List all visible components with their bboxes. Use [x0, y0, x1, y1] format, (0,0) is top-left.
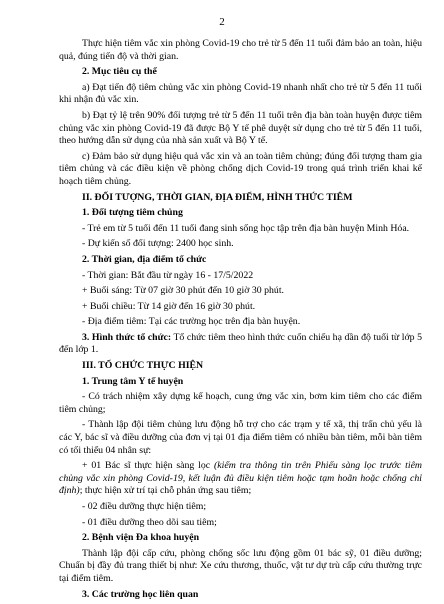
heading-time-place: 2. Thời gian, địa điểm tổ chức [82, 253, 207, 265]
paragraph-emergency-team: Thành lập đội cấp cứu, phòng chống sốc lưu động gồm 01 bác sỹ, 01 điều dưỡng; Chuẩn bị đầy đủ trang thiết bị như: Xe cứu thương, thuốc, vật tư dự trù cấp cứu thường trực tại điểm tiêm. [59, 547, 422, 584]
doctor-text: + 01 Bác sĩ thực hiện sàng lọc [82, 460, 215, 472]
paragraph-mobile-team: - Thành lập đội tiêm chủng lưu động hỗ trợ cho các trạm y tế xã, thị trấn chủ yếu là các Y, bác sĩ và điều dưỡng của đơn vị tại 01 địa điểm tiêm có nhiều bàn tiêm, mỗi bàn tiêm có tối thiểu 04 nhân sự: [59, 419, 422, 456]
paragraph-afternoon: + Buổi chiều: Từ 14 giờ đến 16 giờ 30 phút. [82, 300, 256, 312]
heading-target-group: 1. Đối tượng tiêm chủng [82, 207, 183, 219]
doctor-note: (kiểm tra thông tin trên Phiếu sàng lọc trước tiêm chủng vắc xin phòng Covid-19, kết luận đủ điều kiện tiêm hoặc tạm hoãn hoặc chống chỉ định) [59, 460, 422, 497]
paragraph-location: - Địa điểm tiêm: Tại các trường học trên địa bàn huyện. [82, 316, 301, 328]
paragraph-goal-b: b) Đạt tỷ lệ trên 90% đối tượng trẻ từ 5 đến 11 tuổi trên địa bàn toàn huyện được tiêm chủng vắc xin phòng Covid-19 đã được Bộ Y tế phê duyệt sử dụng cho trẻ từ 5 đến 11 tuổi, theo hướng dẫn sử dụng của nhà sản xuất và Bộ Y tế. [59, 109, 422, 147]
heading-health-center: 1. Trung tâm Y tế huyện [82, 375, 184, 387]
heading-hospital: 2. Bệnh viện Đa khoa huyện [82, 532, 200, 544]
paragraph-nurses-inject: - 02 điều dưỡng thực hiện tiêm; [82, 501, 207, 512]
paragraph-doctor [59, 460, 422, 498]
paragraph-expected-count: - Dự kiến số đối tượng: 2400 học sinh. [82, 238, 234, 250]
paragraph-responsibility: - Có trách nhiệm xây dựng kế hoạch, cung ứng vắc xin, bơm kim tiêm cho các điểm tiêm chủng; [59, 391, 422, 415]
section-heading-iii: III. TỔ CHỨC THỰC HIỆN [82, 360, 204, 372]
document-body [59, 38, 422, 604]
form-label: 3. Hình thức tổ chức: [82, 331, 172, 343]
paragraph-goal-a: a) Đạt tiến độ tiêm chủng vắc xin phòng Covid-19 nhanh nhất cho trẻ từ 5 đến 11 tuổi khi nhận đủ vắc xin. [59, 81, 422, 106]
page-number: 2 [219, 16, 225, 28]
paragraph-goal-c: c) Đảm bảo sử dụng hiệu quả vắc xin và an toàn tiêm chủng; đúng đối tượng tham gia tiêm chủng và các điều kiện về phòng chống dịch Covid-19 trong quá trình triển khai kế hoạch tiêm chủng. [59, 150, 422, 187]
form-text: Tổ chức tiêm theo hình thức cuốn chiếu hạ dần độ tuổi từ lớp 5 đến lớp 1. [59, 331, 422, 356]
heading-specific-goals: 2. Mục tiêu cụ thể [82, 66, 157, 78]
paragraph-morning: + Buổi sáng: Từ 07 giờ 30 phút đến 10 giờ 30 phút. [82, 285, 284, 297]
paragraph-nurse-monitor: - 01 điều dưỡng theo dõi sau tiêm; [82, 516, 217, 528]
heading-schools: 3. Các trường học liên quan [82, 588, 199, 600]
doctor-text-end: ; thực hiện xử trí tại chỗ phản ứng sau tiêm; [79, 485, 252, 497]
section-heading-ii: II. ĐỐI TƯỢNG, THỜI GIAN, ĐỊA ĐIỂM, HÌNH THỨC TIÊM [82, 191, 353, 203]
paragraph-goal: Thực hiện tiêm vắc xin phòng Covid-19 cho trẻ từ 5 đến 11 tuổi đảm bảo an toàn, hiệu quả, đúng tiến độ và thời gian. [59, 38, 422, 62]
paragraph-form [59, 332, 422, 357]
paragraph-start-date: - Thời gian: Bắt đầu từ ngày 16 - 17/5/2022 [82, 269, 254, 281]
paragraph-children: - Trẻ em từ 5 tuổi đến 11 tuổi đang sinh sống học tập trên địa bàn huyện Minh Hóa. [82, 222, 410, 234]
